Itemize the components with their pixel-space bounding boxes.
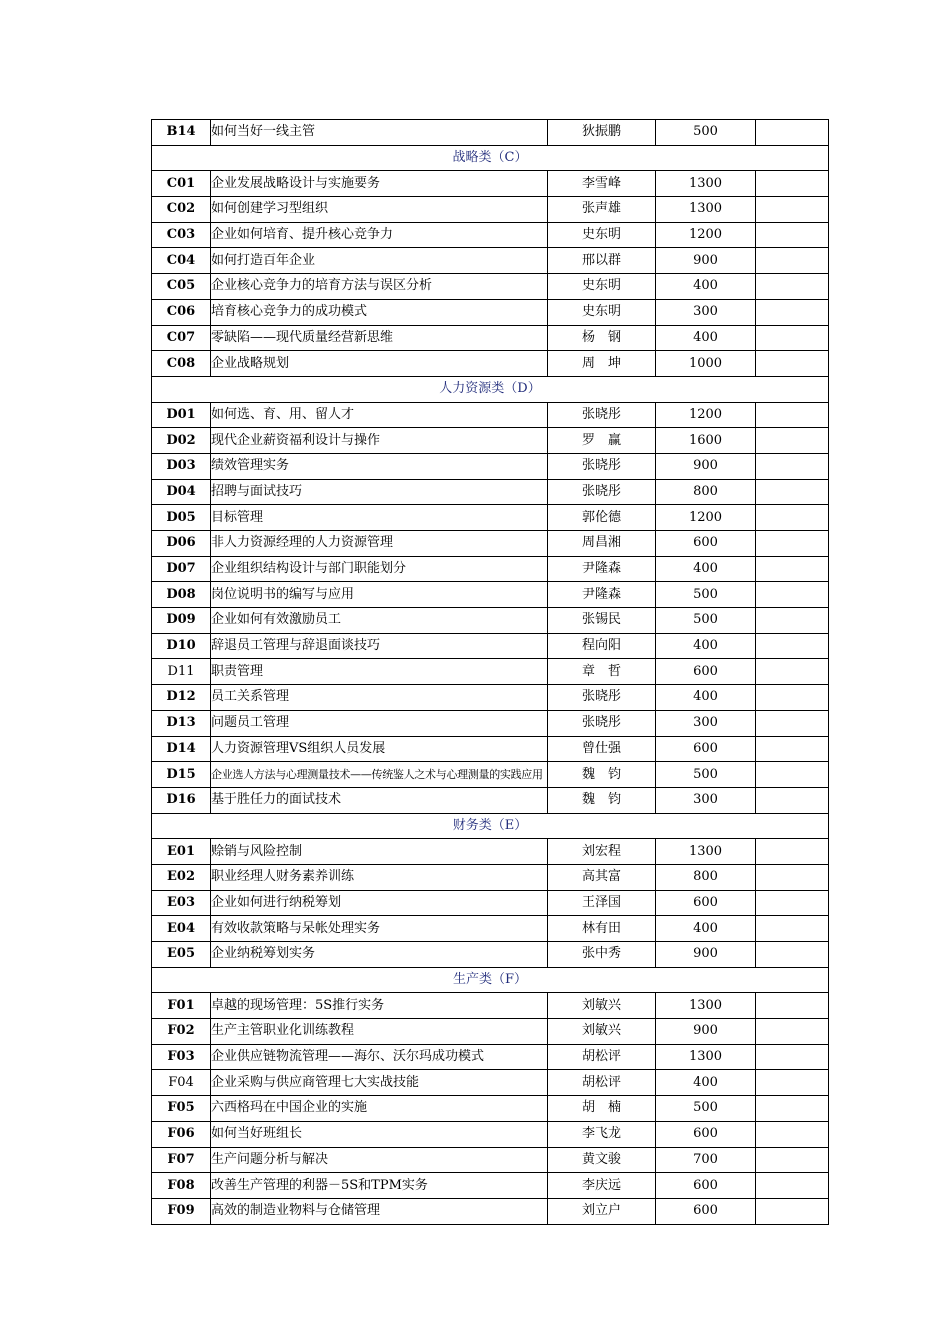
section-heading: 战略类（C） [152, 145, 829, 171]
course-code: D11 [152, 659, 211, 685]
course-price: 700 [656, 1147, 756, 1173]
course-code: C02 [152, 197, 211, 223]
table-row [152, 685, 829, 711]
table-row [152, 839, 829, 865]
course-title: 绩效管理实务 [211, 453, 548, 479]
section-heading: 生产类（F） [152, 967, 829, 993]
course-lecturer: 史东明 [548, 274, 656, 300]
course-price: 1200 [656, 505, 756, 531]
empty-cell [756, 171, 829, 197]
course-price: 900 [656, 453, 756, 479]
section-header-row [152, 376, 829, 402]
course-title: 目标管理 [211, 505, 548, 531]
section-heading: 人力资源类（D） [152, 376, 829, 402]
table-row [152, 197, 829, 223]
course-title: 如何打造百年企业 [211, 248, 548, 274]
table-row [152, 608, 829, 634]
course-lecturer: 张晓彤 [548, 479, 656, 505]
course-code: D07 [152, 556, 211, 582]
course-title: 非人力资源经理的人力资源管理 [211, 531, 548, 557]
course-lecturer: 张晓彤 [548, 402, 656, 428]
course-code: D14 [152, 736, 211, 762]
table-row [152, 505, 829, 531]
table-row [152, 1198, 829, 1224]
empty-cell [756, 248, 829, 274]
course-lecturer: 李飞龙 [548, 1121, 656, 1147]
empty-cell [756, 402, 829, 428]
course-code: E01 [152, 839, 211, 865]
course-code: C07 [152, 325, 211, 351]
table-row [152, 556, 829, 582]
table-row [152, 787, 829, 813]
course-code: D12 [152, 685, 211, 711]
course-title: 高效的制造业物料与仓储管理 [211, 1198, 548, 1224]
course-title: 企业组织结构设计与部门职能划分 [211, 556, 548, 582]
course-title: 职业经理人财务素养训练 [211, 864, 548, 890]
course-title: 卓越的现场管理：5S推行实务 [211, 993, 548, 1019]
table-row [152, 890, 829, 916]
course-title: 现代企业薪资福利设计与操作 [211, 428, 548, 454]
table-row [152, 736, 829, 762]
course-price: 1600 [656, 428, 756, 454]
course-title: 企业战略规划 [211, 351, 548, 377]
course-lecturer: 曾仕强 [548, 736, 656, 762]
course-lecturer: 狄振鹏 [548, 120, 656, 146]
course-price: 1200 [656, 402, 756, 428]
empty-cell [756, 633, 829, 659]
empty-cell [756, 1044, 829, 1070]
course-code: D03 [152, 453, 211, 479]
course-lecturer: 魏 钧 [548, 787, 656, 813]
course-lecturer: 尹隆森 [548, 582, 656, 608]
empty-cell [756, 710, 829, 736]
course-code: D13 [152, 710, 211, 736]
course-price: 600 [656, 736, 756, 762]
course-title: 生产问题分析与解决 [211, 1147, 548, 1173]
empty-cell [756, 762, 829, 788]
empty-cell [756, 1147, 829, 1173]
course-catalog-table [151, 119, 829, 1225]
course-price: 400 [656, 325, 756, 351]
course-lecturer: 林有田 [548, 916, 656, 942]
empty-cell [756, 222, 829, 248]
course-lecturer: 王泽国 [548, 890, 656, 916]
course-price: 600 [656, 1121, 756, 1147]
course-title: 企业如何有效激励员工 [211, 608, 548, 634]
catalog-body [152, 120, 829, 1225]
course-title: 零缺陷——现代质量经营新思维 [211, 325, 548, 351]
course-lecturer: 郭伦德 [548, 505, 656, 531]
course-title: 有效收款策略与呆帐处理实务 [211, 916, 548, 942]
course-title: 企业如何进行纳税筹划 [211, 890, 548, 916]
course-lecturer: 邢以群 [548, 248, 656, 274]
course-code: F09 [152, 1198, 211, 1224]
table-row [152, 942, 829, 968]
course-code: D04 [152, 479, 211, 505]
course-title: 职责管理 [211, 659, 548, 685]
course-lecturer: 刘敏兴 [548, 993, 656, 1019]
course-code: F05 [152, 1096, 211, 1122]
table-row [152, 1096, 829, 1122]
course-price: 1300 [656, 1044, 756, 1070]
course-price: 500 [656, 582, 756, 608]
course-code: C06 [152, 299, 211, 325]
course-lecturer: 魏 钧 [548, 762, 656, 788]
course-lecturer: 高其富 [548, 864, 656, 890]
course-code: D02 [152, 428, 211, 454]
table-row [152, 325, 829, 351]
course-price: 600 [656, 890, 756, 916]
empty-cell [756, 1198, 829, 1224]
course-price: 800 [656, 864, 756, 890]
empty-cell [756, 351, 829, 377]
empty-cell [756, 325, 829, 351]
empty-cell [756, 531, 829, 557]
empty-cell [756, 120, 829, 146]
course-title: 如何当好一线主管 [211, 120, 548, 146]
empty-cell [756, 659, 829, 685]
empty-cell [756, 556, 829, 582]
course-title: 人力资源管理VS组织人员发展 [211, 736, 548, 762]
empty-cell [756, 1173, 829, 1199]
empty-cell [756, 479, 829, 505]
empty-cell [756, 274, 829, 300]
empty-cell [756, 299, 829, 325]
table-row [152, 428, 829, 454]
course-price: 1300 [656, 197, 756, 223]
course-lecturer: 胡松评 [548, 1070, 656, 1096]
course-title: 企业如何培育、提升核心竞争力 [211, 222, 548, 248]
section-header-row [152, 145, 829, 171]
table-row [152, 916, 829, 942]
course-title: 员工关系管理 [211, 685, 548, 711]
course-lecturer: 张锡民 [548, 608, 656, 634]
course-lecturer: 史东明 [548, 222, 656, 248]
course-lecturer: 周昌湘 [548, 531, 656, 557]
table-row [152, 531, 829, 557]
course-lecturer: 黄文骏 [548, 1147, 656, 1173]
table-row [152, 1019, 829, 1045]
empty-cell [756, 1019, 829, 1045]
course-lecturer: 张晓彤 [548, 710, 656, 736]
empty-cell [756, 1096, 829, 1122]
section-heading: 财务类（E） [152, 813, 829, 839]
table-row [152, 1070, 829, 1096]
course-price: 400 [656, 556, 756, 582]
course-code: F04 [152, 1070, 211, 1096]
course-price: 300 [656, 787, 756, 813]
table-row [152, 274, 829, 300]
course-price: 900 [656, 1019, 756, 1045]
course-code: D10 [152, 633, 211, 659]
table-row [152, 222, 829, 248]
course-price: 400 [656, 1070, 756, 1096]
course-code: D01 [152, 402, 211, 428]
table-row [152, 710, 829, 736]
empty-cell [756, 1070, 829, 1096]
course-lecturer: 程向阳 [548, 633, 656, 659]
course-lecturer: 李雪峰 [548, 171, 656, 197]
course-price: 600 [656, 1173, 756, 1199]
course-code: D15 [152, 762, 211, 788]
course-lecturer: 李庆远 [548, 1173, 656, 1199]
course-price: 1200 [656, 222, 756, 248]
course-title: 改善生产管理的利器－5S和TPM实务 [211, 1173, 548, 1199]
course-lecturer: 尹隆森 [548, 556, 656, 582]
course-code: D09 [152, 608, 211, 634]
course-title: 如何选、育、用、留人才 [211, 402, 548, 428]
course-lecturer: 胡松评 [548, 1044, 656, 1070]
section-header-row [152, 967, 829, 993]
course-title: 赊销与风险控制 [211, 839, 548, 865]
course-price: 400 [656, 685, 756, 711]
empty-cell [756, 864, 829, 890]
empty-cell [756, 942, 829, 968]
course-price: 900 [656, 942, 756, 968]
course-code: D08 [152, 582, 211, 608]
empty-cell [756, 428, 829, 454]
course-code: D06 [152, 531, 211, 557]
course-price: 500 [656, 1096, 756, 1122]
empty-cell [756, 993, 829, 1019]
table-row [152, 453, 829, 479]
course-price: 1300 [656, 993, 756, 1019]
empty-cell [756, 916, 829, 942]
empty-cell [756, 787, 829, 813]
table-row [152, 1121, 829, 1147]
course-code: D16 [152, 787, 211, 813]
course-title: 企业纳税筹划实务 [211, 942, 548, 968]
empty-cell [756, 736, 829, 762]
course-price: 400 [656, 916, 756, 942]
course-code: E05 [152, 942, 211, 968]
table-row [152, 479, 829, 505]
course-price: 600 [656, 659, 756, 685]
table-row [152, 864, 829, 890]
course-code: C01 [152, 171, 211, 197]
table-row [152, 762, 829, 788]
course-price: 900 [656, 248, 756, 274]
empty-cell [756, 890, 829, 916]
course-title: 企业供应链物流管理——海尔、沃尔玛成功模式 [211, 1044, 548, 1070]
course-title: 企业核心竞争力的培育方法与误区分析 [211, 274, 548, 300]
empty-cell [756, 608, 829, 634]
course-code: F03 [152, 1044, 211, 1070]
course-price: 600 [656, 531, 756, 557]
table-row [152, 402, 829, 428]
course-code: E03 [152, 890, 211, 916]
course-lecturer: 张中秀 [548, 942, 656, 968]
course-lecturer: 章 哲 [548, 659, 656, 685]
course-price: 1300 [656, 171, 756, 197]
course-lecturer: 刘敏兴 [548, 1019, 656, 1045]
course-price: 800 [656, 479, 756, 505]
course-price: 1000 [656, 351, 756, 377]
course-lecturer: 罗 赢 [548, 428, 656, 454]
course-title: 如何创建学习型组织 [211, 197, 548, 223]
empty-cell [756, 685, 829, 711]
empty-cell [756, 453, 829, 479]
table-row [152, 1173, 829, 1199]
course-title: 岗位说明书的编写与应用 [211, 582, 548, 608]
course-title: 六西格玛在中国企业的实施 [211, 1096, 548, 1122]
course-price: 300 [656, 299, 756, 325]
course-title: 如何当好班组长 [211, 1121, 548, 1147]
empty-cell [756, 839, 829, 865]
table-row [152, 299, 829, 325]
course-code: C04 [152, 248, 211, 274]
empty-cell [756, 1121, 829, 1147]
course-title: 企业发展战略设计与实施要务 [211, 171, 548, 197]
course-code: C03 [152, 222, 211, 248]
course-lecturer: 刘宏程 [548, 839, 656, 865]
course-title: 招聘与面试技巧 [211, 479, 548, 505]
course-lecturer: 周 坤 [548, 351, 656, 377]
course-code: F07 [152, 1147, 211, 1173]
table-row [152, 993, 829, 1019]
section-header-row [152, 813, 829, 839]
course-code: D05 [152, 505, 211, 531]
course-lecturer: 张声雄 [548, 197, 656, 223]
table-row [152, 1147, 829, 1173]
table-row [152, 120, 829, 146]
table-row [152, 582, 829, 608]
course-lecturer: 胡 楠 [548, 1096, 656, 1122]
table-row [152, 171, 829, 197]
course-code: F02 [152, 1019, 211, 1045]
course-code: C08 [152, 351, 211, 377]
course-price: 500 [656, 120, 756, 146]
empty-cell [756, 582, 829, 608]
empty-cell [756, 197, 829, 223]
course-code: F08 [152, 1173, 211, 1199]
course-lecturer: 杨 钢 [548, 325, 656, 351]
course-title: 生产主管职业化训练教程 [211, 1019, 548, 1045]
table-row [152, 351, 829, 377]
course-price: 500 [656, 762, 756, 788]
table-row [152, 1044, 829, 1070]
table-row [152, 633, 829, 659]
course-code: F01 [152, 993, 211, 1019]
course-code: F06 [152, 1121, 211, 1147]
course-price: 400 [656, 274, 756, 300]
course-title: 企业选人方法与心理测量技术——传统鉴人之术与心理测量的实践应用 [211, 762, 548, 788]
empty-cell [756, 505, 829, 531]
course-code: B14 [152, 120, 211, 146]
course-price: 600 [656, 1198, 756, 1224]
course-title: 企业采购与供应商管理七大实战技能 [211, 1070, 548, 1096]
course-title: 培育核心竞争力的成功模式 [211, 299, 548, 325]
course-price: 300 [656, 710, 756, 736]
course-lecturer: 张晓彤 [548, 685, 656, 711]
course-price: 400 [656, 633, 756, 659]
course-code: C05 [152, 274, 211, 300]
course-title: 辞退员工管理与辞退面谈技巧 [211, 633, 548, 659]
course-lecturer: 史东明 [548, 299, 656, 325]
course-code: E04 [152, 916, 211, 942]
course-code: E02 [152, 864, 211, 890]
course-lecturer: 刘立户 [548, 1198, 656, 1224]
course-lecturer: 张晓彤 [548, 453, 656, 479]
course-price: 1300 [656, 839, 756, 865]
course-price: 500 [656, 608, 756, 634]
course-title: 问题员工管理 [211, 710, 548, 736]
table-row [152, 248, 829, 274]
table-row [152, 659, 829, 685]
course-title: 基于胜任力的面试技术 [211, 787, 548, 813]
